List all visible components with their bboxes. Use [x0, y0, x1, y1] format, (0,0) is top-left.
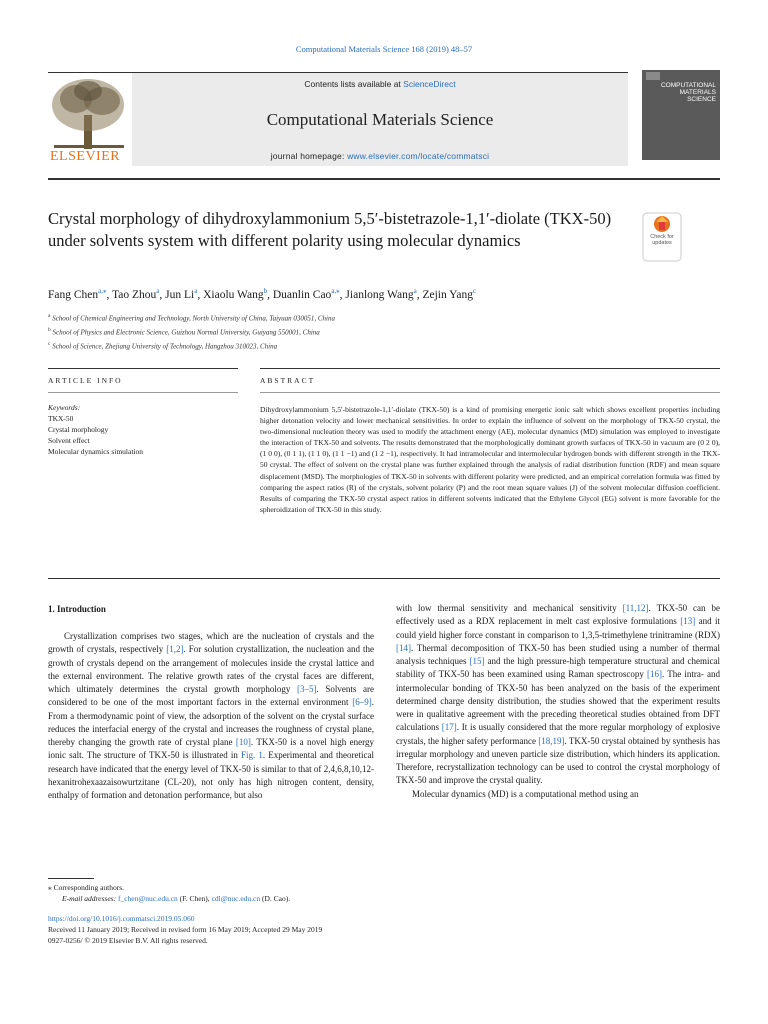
author-list	[48, 287, 728, 301]
article-info-rule	[48, 368, 238, 369]
left-column	[48, 630, 374, 802]
article-info-rule-2	[48, 392, 238, 393]
citation-link[interactable]: [6–9]	[352, 697, 372, 708]
homepage-line	[132, 151, 628, 161]
affiliation-item	[48, 311, 728, 325]
author-separator: ,	[106, 288, 113, 301]
article-history	[48, 914, 548, 946]
citation-link[interactable]: [13]	[680, 616, 696, 627]
citation-link[interactable]: [16]	[647, 669, 663, 680]
body-text: with low thermal sensitivity and mechanical sensitivity	[396, 603, 623, 613]
article-title: Crystal morphology of dihydroxylammonium 5,5′-bistetrazole-1,1′-diolate (TKX-50) under solvents system with different polarity using molecular dynamics	[48, 209, 612, 250]
author-separator: ,	[339, 288, 346, 301]
author-name: Fang Chen	[48, 288, 99, 301]
citation-link[interactable]: [11,12]	[622, 603, 649, 613]
body-text: . TKX-50 can be effectively used as a RDX replacement in melt cast explosive formulations	[396, 603, 720, 627]
author-separator: ,	[197, 288, 204, 301]
cover-title	[646, 82, 716, 103]
contents-line	[132, 79, 628, 89]
footnote-corresponding: ⁎ Corresponding authors.	[48, 883, 125, 892]
citation-link[interactable]: [10]	[235, 737, 251, 747]
abstract-bottom-rule	[48, 578, 720, 579]
journal-name: Computational Materials Science	[266, 110, 494, 129]
citation-link[interactable]: [17]	[441, 722, 457, 733]
footnote-rule	[48, 878, 94, 879]
masthead-rule-bottom	[48, 178, 720, 180]
body-text: Crystallization comprises two stages, which are the nucleation of crystals and the growth of crystals, respectively	[48, 631, 374, 655]
author-name: Jun Li	[165, 288, 195, 301]
homepage-prefix: journal homepage:	[270, 151, 348, 161]
body-text: . TKX-50 is a novel high energy ionic salt. The structure of TKX-50 is illustrated in	[48, 737, 374, 761]
journal-reference[interactable]: Computational Materials Science 168 (2019) 48–57	[295, 44, 473, 54]
affiliation-list	[48, 311, 728, 352]
author-affiliation-mark[interactable]: c	[472, 287, 477, 295]
affiliation-item	[48, 325, 728, 339]
author-name: Xiaolu Wang	[203, 288, 264, 301]
body-text: and the high pressure-high temperature structural and chemical stability of TKX-50 has been examined using Raman spectroscopy	[396, 656, 721, 680]
author-name: Jianlong Wang	[345, 288, 414, 301]
body-text: . For solution crystallization, the nucleation and the growth of crystals depend on the arrangement of molecules inside the crystal lattice and the external environment. The relative growth rates of the crystal faces are different, which ultimately determines the crystal growth morphology	[48, 644, 374, 694]
body-text: . It is usually considered that the more regular morphology of explosive crystals, the higher safety performance	[396, 722, 720, 746]
affiliation-mark: a	[48, 313, 51, 319]
affiliation-text: School of Science, Zhejiang University of Technology, Hangzhou 310023, China	[50, 341, 278, 350]
keyword-item: Crystal morphology	[48, 425, 109, 434]
cover-title-3: SCIENCE	[687, 96, 716, 103]
footnote-emails	[48, 893, 448, 904]
email-name-cao: (D. Cao).	[260, 894, 291, 903]
citation-link[interactable]: Fig. 1	[241, 750, 263, 761]
body-text: . Experimental and theoretical research have indicated that the energy level of TKX-50 is similar to that of 2,4,6,8,10,12-hexanitrohexaazaisowurtzitane (CL-20), not only has high nitrogen content, density, enthalpy of formation and detonation performance, but also	[48, 750, 375, 800]
author-affiliation-mark[interactable]: a,⁎	[98, 287, 107, 295]
abstract-rule-2	[260, 392, 720, 393]
cover-title-2: MATERIALS	[679, 89, 716, 96]
cover-title-1: COMPUTATIONAL	[660, 82, 716, 89]
author-separator: ,	[267, 288, 273, 301]
affiliation-text: School of Physics and Electronic Science, Guizhou Normal University, Guiyang 550001, China	[50, 328, 320, 337]
citation-link[interactable]: [14]	[396, 642, 411, 653]
abstract-text: Dihydroxylammonium 5,5′-bistetrazole-1,1′-diolate (TKX-50) is a kind of promising energetic ionic salt which shows excellent properties including higher detonation velocity and lower mechanical sensitivities. In order to explain the influence of solvent on the morphology of TKX-50 crystal, the two-dimensional nucleation theory was used to modify the attachment energy (AE), molecular dynamics (MD) simulation was employed to investigate the interaction of TKX-50 and solvents. The results demonstrated that the morphologically dominant growth surfaces of TKX-50 in vacuum are (0 2 0), (1 0 0), (0 1 1), (1 1 0), (1 1 −1) and (1 2 −1), respectively. It had intramolecular and intermolecular hydrogen bonds with different strength in the TKX-50 crystal. The effect of solvent on the crystal plane was further explained through the analysis of radial distribution function (RDF) and mean square displacement (MSD). The morphologies of TKX-50 in solvents with different polarity were predicted, and an empirical correlation formula was fitted by comparing the aspect ratios (R) of the crystals, solvent polarity (P) and the root mean square values (J) of the solvent molecular diffusion coefficient. Results of comparing the TKX-50 crystal aspect ratios in different solvents indicated that the Ethylene Glycol (EG) solvent is more favorable for the spheroidization of TKX-50 in this study.	[260, 405, 720, 514]
crossmark-label[interactable]	[644, 234, 680, 246]
copyright-line: 0927-0256/ © 2019 Elsevier B.V. All rights reserved.	[48, 935, 208, 945]
author-separator: ,	[416, 288, 423, 301]
email-name-chen: (F. Chen),	[177, 894, 212, 903]
citation-link[interactable]: [18,19]	[538, 735, 565, 746]
author-affiliation-mark[interactable]: a	[194, 287, 198, 295]
body-text: and it could yield higher force constant in comparison to 1,3,5-trimethylene trinitramine (RDX)	[396, 616, 721, 640]
masthead	[48, 73, 628, 166]
keywords-block	[48, 402, 228, 457]
author-affiliation-mark[interactable]: a,⁎	[331, 287, 340, 295]
journal-cover	[642, 70, 720, 160]
author-affiliation-mark[interactable]: a	[156, 287, 160, 295]
body-text: . From a thermodynamic point of view, the adsorption of the solvent on the crystal surface reduces the interfacial energy of the crystal and increases the roughness of crystal plane, thereby changing the growth rate of crystal plane	[48, 697, 374, 747]
affiliation-item	[48, 339, 728, 353]
body-paragraph	[396, 602, 720, 788]
citation-link[interactable]: [1,2]	[166, 644, 184, 655]
footnotes	[48, 882, 448, 904]
author-name: Tao Zhou	[112, 288, 157, 301]
crossmark-label-2: updates	[652, 240, 672, 246]
author-name: Zejin Yang	[422, 288, 473, 301]
body-text: . TKX-50 crystal obtained by synthesis has irregular morphology and uneven particle size distribution, which hinders its application. Therefore, recrystallization technology can be used to control the crystal morphology of TKX-50 and improve the crystal quality.	[396, 735, 720, 786]
abstract-label: ABSTRACT	[260, 376, 316, 385]
keyword-item: Molecular dynamics simulation	[48, 447, 143, 456]
author-name: Duanlin Cao	[272, 288, 332, 301]
author-affiliation-mark[interactable]: b	[263, 287, 268, 295]
abstract-rule	[260, 368, 720, 369]
affiliation-mark: c	[48, 340, 51, 347]
author-affiliation-mark[interactable]: a	[413, 287, 417, 295]
citation-link[interactable]: [15]	[469, 656, 485, 666]
email-label: E-mail addresses:	[62, 894, 118, 903]
right-column	[396, 602, 720, 801]
keywords-label: Keywords:	[48, 403, 81, 412]
body-text: . The intra- and intermolecular bonding of TKX-50 has been analyzed on the basis of the experiment determined charge density distribution, the studies showed that the experiment results were in qualitative agreement with the preceding theoretical studies obtained from DFT calculations	[396, 669, 720, 733]
email-link-cao[interactable]: cdl@nuc.edu.cn	[211, 894, 261, 903]
crossmark-label-1: Check for	[650, 234, 674, 240]
keyword-item: TKX-50	[48, 414, 74, 423]
author-separator: ,	[159, 288, 166, 301]
contents-prefix: Contents lists available at	[304, 79, 404, 89]
homepage-link[interactable]: www.elsevier.com/locate/commatsci	[347, 151, 490, 161]
sciencedirect-link[interactable]: ScienceDirect	[403, 79, 456, 89]
email-link-chen[interactable]: f_chen@nuc.edu.cn	[117, 894, 178, 903]
body-paragraph	[396, 788, 720, 801]
body-text: . Solvents are considered to be one of the most important factors in the external environment	[48, 684, 374, 708]
section-heading-introduction: 1. Introduction	[48, 604, 106, 614]
article-info-label: ARTICLE INFO	[48, 376, 123, 385]
elsevier-wordmark: ELSEVIER	[50, 149, 121, 164]
keyword-item: Solvent effect	[48, 436, 90, 445]
body-text: Molecular dynamics (MD) is a computational method using an	[412, 788, 639, 799]
received-dates: Received 11 January 2019; Received in revised form 16 May 2019; Accepted 29 May 2019	[48, 924, 323, 934]
masthead-box	[132, 73, 628, 166]
affiliation-text: School of Chemical Engineering and Technology, North University of China, Taiyuan 030051, China	[50, 314, 335, 323]
affiliation-mark: b	[48, 326, 51, 333]
cover-band	[646, 72, 660, 80]
body-paragraph	[48, 630, 374, 802]
doi-link[interactable]: https://doi.org/10.1016/j.commatsci.2019.05.060	[48, 914, 195, 923]
citation-link[interactable]: [3–5]	[296, 684, 317, 694]
body-text: . Thermal decomposition of TKX-50 has been studied using a number of thermal analysis techniques	[396, 642, 720, 666]
